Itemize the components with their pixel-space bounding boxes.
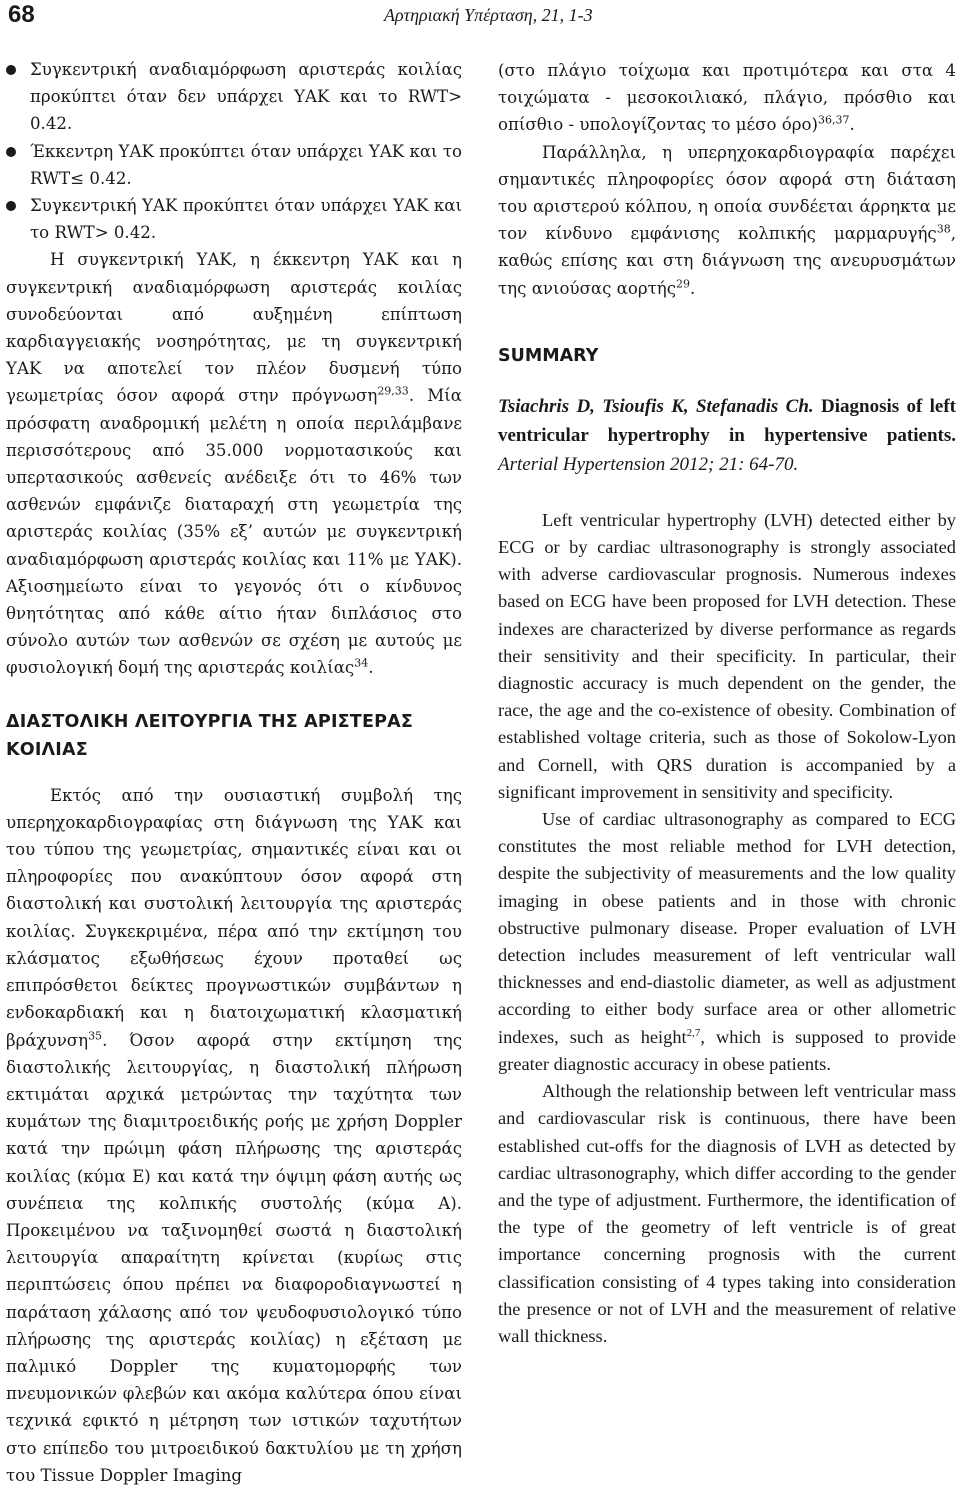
paragraph-text: , which is supposed to provide greater diagnostic accuracy in obese patients. — [498, 1026, 956, 1074]
paragraph-text: (στο πλάγιο τοίχωμα και προτιμότερα και στα 4 τοιχώματα - μεσοκοιλιακό, πλάγιο, πρόσθιο και οπίσθιο - υπολογίζοντας το μέσο όρο) — [498, 61, 956, 135]
reference-superscript: 2,7 — [686, 1026, 701, 1039]
summary-heading: SUMMARY — [498, 345, 599, 366]
paragraph-text: . Μία πρόσφατη αναδρομική μελέτη η οποία περιλάμβανε περισσότερους από 35.000 νορμοτασικούς και υπερτασικούς ασθενείς ανέδειξε ότι το 46% των ασθενών εμφάνιζε διαταραχή στη γεωμετρία της αριστεράς κοιλίας (35% εξ’ αυτών με συγκεντρική αναδιαμόρφωση αριστεράς κοιλίας και 11% με ΥΑΚ). Αξιοσημείωτο είναι το γεγονός ότι ο κίνδυνος θνητότητας από κάθε αίτιο ήταν διπλάσιος στο σύνολο αυτών των ασθενών σε σχέση με αυτούς με φυσιολογική δομή της αριστεράς κοιλίας — [6, 386, 462, 678]
paragraph-text: , καθώς επίσης και στη διάγνωση της ανευρυσμάτων της ανιούσας αορτής — [498, 224, 956, 298]
paragraph-text: . Όσον αφορά στην εκτίμηση της διαστολικής λειτουργίας, η διαστολική πλήρωση εκτιμάται αρχικά μετρώντας την ταχύτητα των κυμάτων της διαμιτροειδικής ροής με χρήση Doppler κατά την πρώιμη φάση πλήρωσης της αριστεράς κοιλίας (κύμα Ε) και κατά την όψιμη φάση αυτής ως συνέπεια της κολπικής συστολής (κύμα Α). Προκειμένου να ταξινομηθεί σωστά η διαστολική λειτουργία απαραίτητη κρίνεται (κυρίως στις περιπτώσεις όπου πρέπει να διαφοροδιαγνωστεί η παράταση χάλασης από τον ψευδοφυσιολογικό τύπο πλήρωσης της αριστεράς κοιλίας) η εξέταση με παλμικό Doppler της κυματομορφής των πνευμονικών φλεβών και ακόμα καλύτερα όπου είναι τεχνικά εφικτό η μέτρηση των ιστικών ταχυτήτων στο επίπεδο του μιτροειδικού δακτυλίου με τη χρήση του Tissue Doppler Imaging — [6, 1030, 462, 1485]
list-item-text: Συγκεντρική αναδιαμόρφωση αριστεράς κοιλίας προκύπτει όταν δεν υπάρχει ΥΑΚ και το RWT> 0.42. — [30, 60, 462, 134]
summary-paragraph-ecg: Left ventricular hypertrophy (LVH) detected either by ECG or by cardiac ultrasonography is strongly associated with adverse cardiovascular prognosis. Numerous indexes based on ECG have been proposed for LVH detection. These indexes are characterized by diverse performance as regards their sensitivity and their specificity. In particular, their diagnostic accuracy is much dependent on the gender, the race, the age and the co-existence of obesity. Combination of established voltage criteria, such as those of Sokolow-Lyon and Cornell, with QRS duration is accompanied by a significant improvement in sensitivity and specificity. — [498, 509, 956, 802]
citation-journal: Arterial Hypertension 2012; 21: 64-70. — [498, 453, 799, 475]
bullet-icon — [6, 147, 16, 157]
reference-superscript: 36,37 — [817, 113, 850, 127]
summary-paragraph-cutoffs: Although the relationship between left ventricular mass and cardiovascular risk is continuous, there have been established cut-offs for the diagnosis of LVH as detected by cardiac ultrasonography, which differ according to the gender and the type of adjustment. Furthermore, the identification of the type of the geometry of left ventricle is of great importance concerning prognosis with the current classification consisting of 4 types taking into consideration the presence or not of LVH and the measurement of relative wall thickness. — [498, 1081, 956, 1346]
summary-citation — [498, 392, 956, 479]
paragraph-text: . — [368, 658, 374, 678]
summary-paragraph-ultrasonography — [498, 806, 956, 1078]
list-item — [6, 56, 462, 138]
citation-title: Diagnosis of left ventricular hypertrophy in hypertensive patients. — [498, 395, 957, 446]
paragraph-text: Use of cardiac ultrasonography as compared to ECG constitutes the most reliable method for LVH detection, despite the subjectivity of measurements and the low quality imaging in obese patients and in those with chronic obstructive pulmonary disease. Proper evaluation of LVH detection includes measurement of left ventricular wall thicknesses and end-diastolic diameter, as well as adjustment according to either body surface area or other allometric indexes, such as height — [498, 809, 956, 1047]
list-item — [6, 192, 462, 246]
paragraph-left-atrium — [498, 139, 956, 302]
right-column — [498, 57, 956, 1350]
reference-superscript: 34 — [354, 656, 369, 670]
paragraph-continuation — [498, 57, 956, 139]
paragraph-geometry-prognosis — [6, 246, 462, 681]
paragraph-text: Εκτός από την ουσιαστική συμβολή της υπερηχοκαρδιογραφίας στη διάγνωση της ΥΑΚ και του τύπου της γεωμετρίας, σημαντικές είναι και οι πληροφορίες που ανακύπτουν όσον αφορά στη διαστολική και συστολική λειτουργία της αριστεράς κοιλίας. Συγκεκριμένα, πέρα από την εκτίμηση του κλάσματος εξωθήσεως έχουν προταθεί ως επιπρόσθετοι δείκτες προγνωστικών συμβάντων η ενδοκαρδιακή και η διατοιχωματική κλασματική βράχυνση — [6, 785, 462, 1050]
paragraph-text: Παράλληλα, η υπερηχοκαρδιογραφία παρέχει σημαντικές πληροφορίες όσον αφορά στη διάταση του αριστερού κόλπου, η οποία συνδέεται άρρηκτα με τον κίνδυνο εμφάνισης κολπικής μαρμαρυγής — [498, 142, 956, 244]
citation-authors: Tsiachris D, Tsioufis K, Stefanadis Ch. — [498, 395, 814, 417]
reference-superscript: 38 — [936, 222, 951, 236]
list-item-text: Έκκεντρη ΥΑΚ προκύπτει όταν υπάρχει ΥΑΚ και το RWT≤ 0.42. — [30, 141, 462, 188]
paragraph-diastolic-function — [6, 782, 462, 1489]
paragraph-text: Η συγκεντρική ΥΑΚ, η έκκεντρη ΥΑΚ και η συγκεντρική αναδιαμόρφωση αριστεράς κοιλίας συνοδεύονται από αυξημένη επίπτωση καρδιαγγειακής νοσηρότητας, με τη συγκεντρική ΥΑΚ να αποτελεί τον πλέον δυσμενή τύπο γεωμετρίας όσον αφορά στην πρόγνωση — [6, 250, 462, 406]
reference-superscript: 29 — [676, 277, 691, 291]
paragraph-text: . — [690, 278, 696, 298]
bullet-icon — [6, 201, 16, 211]
reference-superscript: 35 — [88, 1028, 103, 1042]
paragraph-text: . — [849, 115, 855, 135]
running-title: Αρτηριακή Υπέρταση, 21, 1-3 — [384, 5, 593, 25]
section-heading-diastolic-function: ΔΙΑΣΤΟΛΙΚΗ ΛΕΙΤΟΥΡΓΙΑ ΤΗΣ ΑΡΙΣΤΕΡΑΣ ΚΟΙΛΙΑΣ — [6, 711, 414, 760]
list-item — [6, 138, 462, 192]
list-item-text: Συγκεντρική ΥΑΚ προκύπτει όταν υπάρχει ΥΑΚ και το RWT> 0.42. — [30, 196, 462, 243]
left-column — [6, 56, 462, 1489]
bullet-icon — [6, 65, 16, 75]
rwt-criteria-list — [6, 56, 462, 246]
reference-superscript: 29,33 — [377, 384, 409, 398]
page-number: 68 — [8, 1, 35, 28]
